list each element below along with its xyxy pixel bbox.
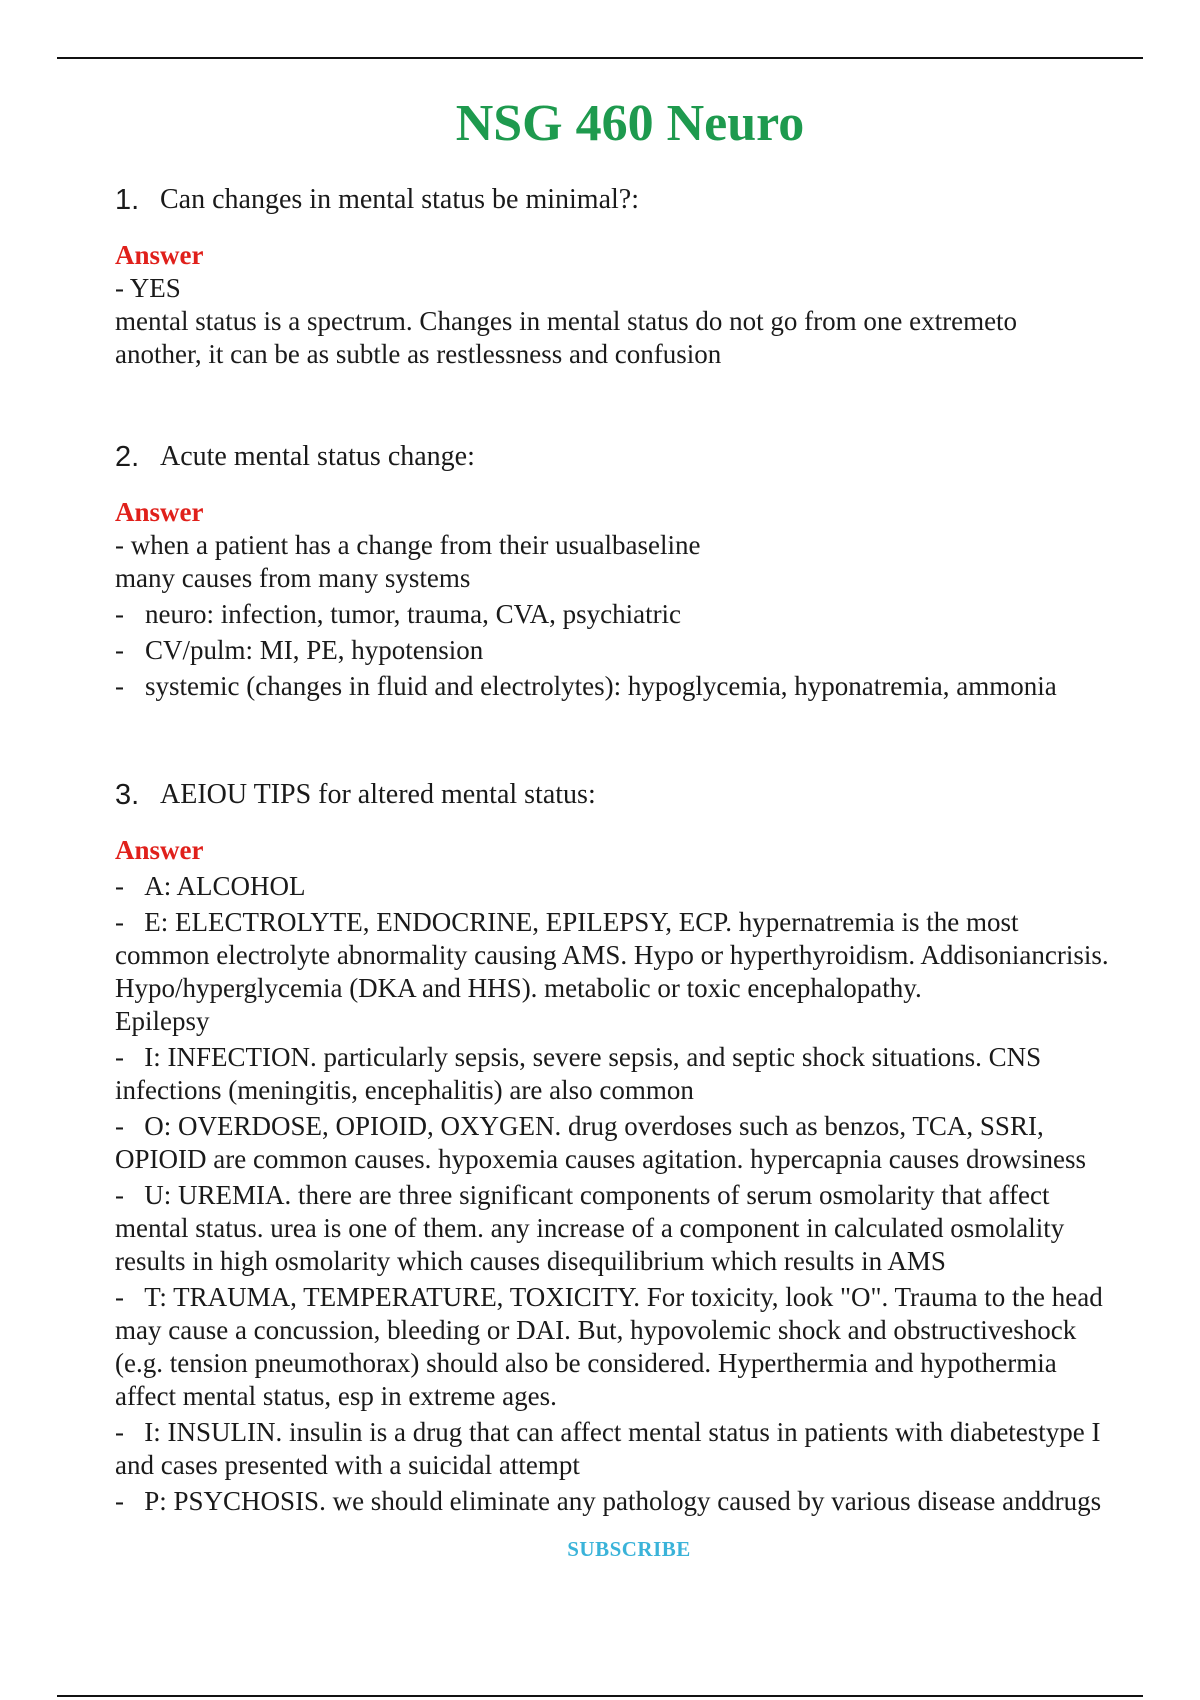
answer-line: mental status is a spectrum. Changes in mental status do not go from one extremeto <box>115 306 1018 336</box>
mnemonic-item-o: - O: OVERDOSE, OPIOID, OXYGEN. drug overdoses such as benzos, TCA, SSRI, OPIOID are common causes. hypoxemia causes agitation. hypercapnia causes drowsiness <box>115 1111 1086 1174</box>
mnemonic-item-i: - I: INFECTION. particularly sepsis, severe sepsis, and septic shock situations. CNS infections (meningitis, encephalitis) are also common <box>115 1042 1042 1105</box>
mnemonic-item-u: - U: UREMIA. there are three significant components of serum osmolarity that affect mental status. urea is one of them. any increase of a component in calculated osmolality results in high osmolarity which causes disequilibrium which results in AMS <box>115 1180 1065 1276</box>
dash-bullet-icon: - <box>115 671 124 701</box>
answer-line: many causes from many systems <box>115 563 471 593</box>
dash-bullet-icon: - <box>115 635 124 665</box>
mnemonic-item-t: - T: TRAUMA, TEMPERATURE, TOXICITY. For toxicity, look "O". Trauma to the head may cause a concussion, bleeding or DAI. But, hypovolemic shock and obstructiveshock (e.g. tension pneumothorax) should also be considered. Hyperthermia and hypothermia affect mental status, esp in extreme ages. <box>115 1282 1103 1411</box>
question-number: 3. <box>115 779 140 811</box>
dash-bullet-icon: - <box>115 1111 124 1141</box>
subscribe-link[interactable]: SUBSCRIBE <box>567 1537 691 1561</box>
top-rule <box>57 57 1143 59</box>
answer-line: - YES <box>115 273 181 303</box>
dash-bullet-icon: - <box>115 599 124 629</box>
page-title: NSG 460 Neuro <box>455 94 805 152</box>
question-prompt: AEIOU TIPS for altered mental status: <box>160 779 596 810</box>
dash-bullet-icon: - <box>115 907 124 937</box>
mnemonic-item-e: - E: ELECTROLYTE, ENDOCRINE, EPILEPSY, ECP. hypernatremia is the most common electrolyte abnormality causing AMS. Hypo or hyperthyroidism. Addisoniancrisis. Hypo/hyperglycemia (DKA and HHS). metabolic or toxic encephalopathy. Epilepsy <box>115 907 1109 1036</box>
answer-bullet: - neuro: infection, tumor, trauma, CVA, psychiatric <box>115 599 682 629</box>
question-number: 1. <box>115 184 140 216</box>
mnemonic-item-i-insulin: - I: INSULIN. insulin is a drug that can affect mental status in patients with diabetestype I and cases presented with a suicidal attempt <box>115 1417 1101 1480</box>
answer-label: Answer <box>115 497 204 527</box>
dash-bullet-icon: - <box>115 1417 124 1447</box>
dash-bullet-icon: - <box>115 1042 124 1072</box>
mnemonic-item-a: - A: ALCOHOL <box>115 871 306 901</box>
question-number: 2. <box>115 441 140 473</box>
bottom-rule <box>57 1695 1143 1697</box>
question-3 <box>115 775 1135 815</box>
answer-label: Answer <box>115 240 204 270</box>
answer-line: another, it can be as subtle as restlessness and confusion <box>115 339 722 369</box>
question-prompt: Can changes in mental status be minimal?: <box>160 184 639 215</box>
mnemonic-item-p: - P: PSYCHOSIS. we should eliminate any pathology caused by various disease anddrugs <box>115 1486 1102 1516</box>
document-body <box>115 180 1135 1518</box>
question-1 <box>115 180 1135 220</box>
answer-line: - when a patient has a change from their usualbaseline <box>115 530 701 560</box>
answer-label: Answer <box>115 835 204 865</box>
answer-bullet: - CV/pulm: MI, PE, hypotension <box>115 635 484 665</box>
dash-bullet-icon: - <box>115 1180 124 1210</box>
question-2 <box>115 437 1135 477</box>
answer-bullet: - systemic (changes in fluid and electrolytes): hypoglycemia, hyponatremia, ammonia <box>115 671 1057 701</box>
question-prompt: Acute mental status change: <box>160 441 475 472</box>
dash-bullet-icon: - <box>115 1282 124 1312</box>
dash-bullet-icon: - <box>115 871 124 901</box>
dash-bullet-icon: - <box>115 1486 124 1516</box>
